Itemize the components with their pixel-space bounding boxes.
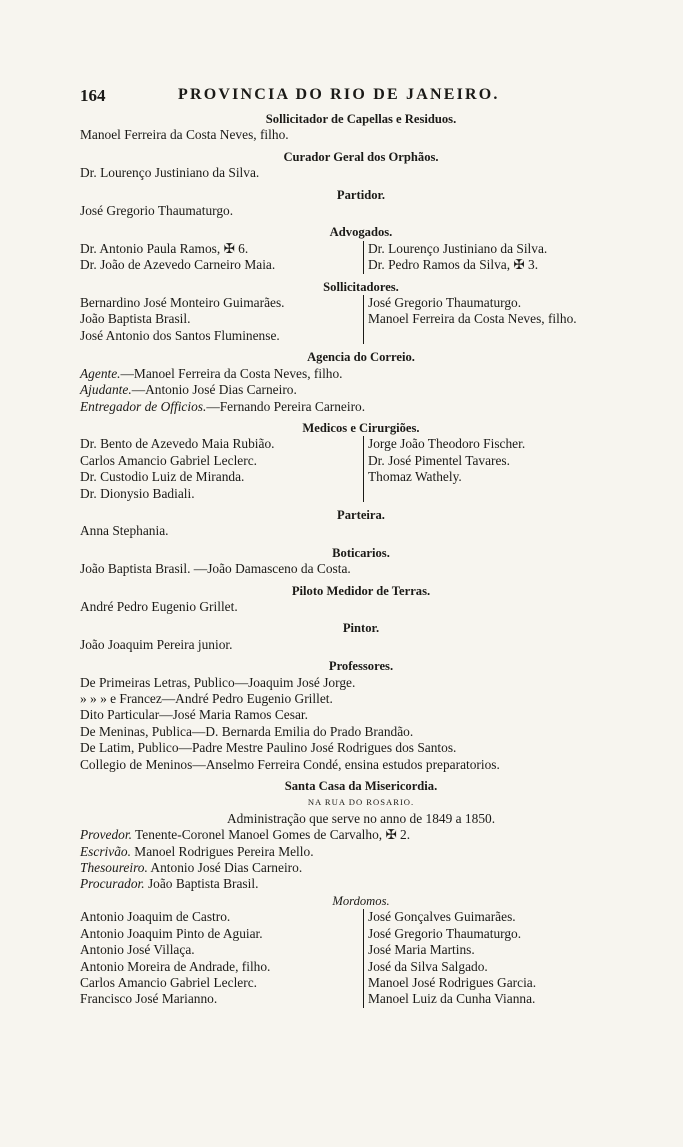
list-entry: Dr. Pedro Ramos da Silva, ✠ 3. [368,257,539,273]
left-column [80,436,363,502]
entry-line [80,860,642,876]
list-entry: Dr. João de Azevedo Carneiro Maia. [80,257,276,273]
entry-line [80,203,642,219]
section-heading: Professores. [328,659,394,674]
left-column [80,241,363,274]
entry-line [80,599,642,615]
left-column [80,909,363,1007]
entry-text: Tenente-Coronel Manoel Gomes de Carvalho, ✠ 2. [131,827,411,843]
administration-line: Administração que serve no anno de 1849 a 1850. [226,810,496,826]
list-entry: José Maria Martins. [368,942,475,958]
entry-line [80,127,642,143]
list-entry: Dr. Bento de Azevedo Maia Rubião. [80,436,275,452]
section [80,502,642,540]
section-heading: Curador Geral dos Orphãos. [283,149,439,164]
entry-text: Anna Stephania. [80,523,169,539]
list-entry: José Gregorio Thaumaturgo. [368,295,522,311]
entry-label: Thesoureiro. [80,860,148,876]
list-entry: Antonio José Villaça. [80,942,195,958]
right-column [363,295,642,344]
entry-text: —Fernando Pereira Carneiro. [206,398,366,414]
list-entry: Thomaz Wathely. [368,469,462,485]
section [80,274,642,345]
right-column [363,241,642,274]
page-number: 164 [80,86,106,105]
list-entry: João Baptista Brasil. [80,311,191,327]
entry-line [80,707,642,723]
section [80,182,642,220]
entry-text: Collegio de Meninos—Anselmo Ferreira Condé, ensina estudos preparatorios. [80,756,500,772]
entry-text: José Gregorio Thaumaturgo. [80,203,234,219]
page-header [80,86,640,110]
misericordia-section [80,773,642,1008]
section [80,144,642,182]
list-entry: José Antonio dos Santos Fluminense. [80,327,280,343]
section-heading: Sollicitadores. [323,279,399,294]
two-column-list [80,436,642,502]
list-entry: José da Silva Salgado. [368,958,488,974]
section [80,578,642,616]
list-entry [368,328,642,344]
entry-line [80,523,642,539]
list-entry: Antonio Joaquim Pinto de Aguiar. [80,925,263,941]
entry-text: João Baptista Brasil. —João Damasceno da Costa. [80,561,351,577]
left-column [80,295,363,344]
two-column-list [80,295,642,344]
section-heading: Santa Casa da Misericordia. [284,779,438,794]
right-column [363,909,642,1007]
list-entry: Dr. Lourenço Justiniano da Silva. [368,240,548,256]
entry-line [80,366,642,382]
entry-line [80,740,642,756]
section-heading: Advogados. [329,225,393,240]
entry-text: João Joaquim Pereira junior. [80,636,233,652]
entry-text: De Meninas, Publica—D. Bernarda Emilia do Prado Brandão. [80,723,414,739]
list-entry: Bernardino José Monteiro Guimarães. [80,295,285,311]
entry-line [80,561,642,577]
entry-line [80,637,642,653]
list-entry: Manoel José Rodrigues Garcia. [368,974,537,990]
entry-label: Provedor. [80,827,132,843]
entry-text: Dito Particular—José Maria Ramos Cesar. [80,707,308,723]
section [80,653,642,773]
entry-line [80,757,642,773]
entry-label: Procurador. [80,876,145,892]
page-content [80,111,642,1008]
list-entry: Carlos Amancio Gabriel Leclerc. [80,452,257,468]
entry-label: Escrivão. [80,843,131,859]
section-heading: Medicos e Cirurgiões. [302,420,420,435]
section [80,219,642,273]
section-heading: Boticarios. [332,545,390,560]
section-heading: Pintor. [342,621,380,636]
section [80,111,642,144]
section-heading: Piloto Medidor de Terras. [291,583,431,598]
list-entry: Manoel Ferreira da Costa Neves, filho. [368,311,577,327]
entry-line [80,876,642,892]
entry-text: Manoel Ferreira da Costa Neves, filho. [80,127,289,143]
entry-label: Agente. [80,365,121,381]
list-entry: José Gonçalves Guimarães. [368,909,516,925]
right-column [363,436,642,502]
section [80,344,642,415]
list-entry: Manoel Luiz da Cunha Vianna. [368,991,536,1007]
section-heading: Agencia do Correio. [307,350,415,365]
section [80,415,642,502]
list-entry: Antonio Moreira de Andrade, filho. [80,958,271,974]
list-entry: Dr. Antonio Paula Ramos, ✠ 6. [80,240,249,256]
entry-line [80,675,642,691]
entry-text: Antonio José Dias Carneiro. [147,860,303,876]
entry-line [80,691,642,707]
list-entry: Antonio Joaquim de Castro. [80,909,231,925]
entry-text: —Antonio José Dias Carneiro. [131,382,297,398]
entry-label: Ajudante. [80,382,132,398]
two-column-list [80,241,642,274]
list-entry: José Gregorio Thaumaturgo. [368,925,522,941]
list-entry: Francisco José Marianno. [80,991,218,1007]
section [80,540,642,578]
entry-line [80,844,642,860]
section-heading: Sollicitador de Capellas e Residuos. [265,112,457,126]
list-entry: Jorge João Theodoro Fischer. [368,436,526,452]
list-entry: Dr. Custodio Luiz de Miranda. [80,469,245,485]
section-subheading: NA RUA DO ROSARIO. [307,797,415,808]
entry-text: De Primeiras Letras, Publico—Joaquim José Jorge. [80,674,356,690]
page-title: PROVINCIA DO RIO DE JANEIRO. [178,86,500,103]
entry-text: —Manoel Ferreira da Costa Neves, filho. [120,365,343,381]
entry-text: Dr. Lourenço Justiniano da Silva. [80,165,260,181]
entry-text: De Latim, Publico—Padre Mestre Paulino José Rodrigues dos Santos. [80,740,457,756]
entry-text: João Baptista Brasil. [144,876,259,892]
section-heading: Partidor. [336,187,386,202]
entry-line [80,399,642,415]
list-entry [368,486,642,502]
entry-line [80,165,642,181]
entry-line [80,827,642,843]
entry-text: André Pedro Eugenio Grillet. [80,598,238,614]
mordomos-heading: Mordomos. [332,893,390,908]
list-entry: Dr. Dionysio Badiali. [80,485,195,501]
two-column-list [80,909,642,1007]
list-entry: Carlos Amancio Gabriel Leclerc. [80,974,257,990]
entry-line [80,724,642,740]
list-entry: Dr. José Pimentel Tavares. [368,452,510,468]
entry-label: Entregador de Officios. [80,398,207,414]
section-heading: Parteira. [337,507,385,522]
section [80,615,642,653]
entry-text: Manoel Rodrigues Pereira Mello. [130,843,314,859]
entry-text: » » » e Francez—André Pedro Eugenio Grillet. [80,691,333,706]
entry-line [80,382,642,398]
